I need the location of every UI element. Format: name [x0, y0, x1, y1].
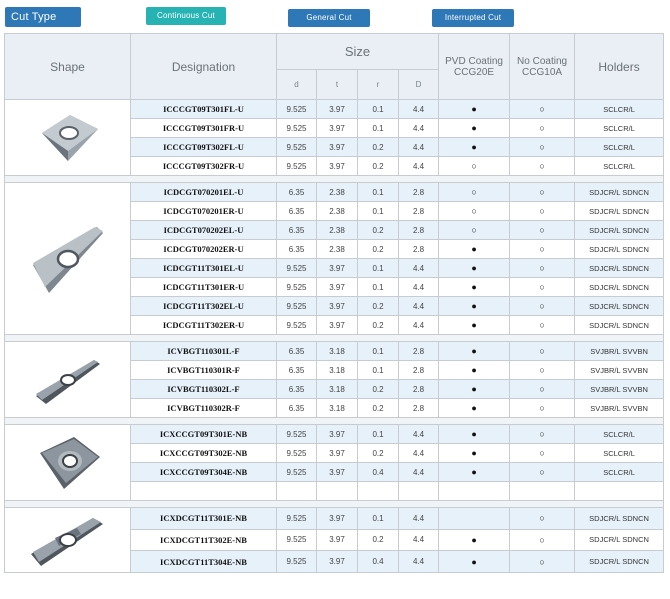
designation-cell: ICVBGT110302R-F	[131, 399, 277, 418]
t-cell: 3.18	[317, 380, 358, 399]
d-cell: 9.525	[277, 138, 317, 157]
holders-cell: SVJBR/L SVVBN	[575, 399, 664, 418]
no-coating-cell: ○	[510, 316, 575, 335]
bore-d-cell: 4.4	[399, 551, 439, 573]
no-coating-cell: ○	[510, 529, 575, 551]
t-cell: 3.97	[317, 551, 358, 573]
shape-cell	[5, 342, 131, 418]
d-cell: 9.525	[277, 157, 317, 176]
t-cell: 3.97	[317, 508, 358, 530]
pvd-coating-cell: ●	[439, 119, 510, 138]
holders-cell: SDJCR/L SDNCN	[575, 202, 664, 221]
xdcgt-insert-icon	[5, 508, 130, 572]
designation-cell: ICDCGT070201ER-U	[131, 202, 277, 221]
r-cell: 0.2	[358, 138, 399, 157]
pvd-coating-cell: ●	[439, 529, 510, 551]
r-cell: 0.2	[358, 221, 399, 240]
shape-cell	[5, 508, 131, 573]
designation-cell: ICXDCGT11T304E-NB	[131, 551, 277, 573]
r-header: r	[358, 70, 399, 100]
d-cell	[277, 482, 317, 501]
pvd-coating-cell	[439, 482, 510, 501]
d-cell: 6.35	[277, 361, 317, 380]
xccgt-insert-icon	[5, 431, 130, 495]
r-cell: 0.1	[358, 259, 399, 278]
t-cell: 3.97	[317, 425, 358, 444]
designation-cell: ICCCGT09T301FR-U	[131, 119, 277, 138]
t-header: t	[317, 70, 358, 100]
pvd-coating-cell: ●	[439, 463, 510, 482]
pvd-coating-cell: ●	[439, 100, 510, 119]
t-cell: 3.97	[317, 316, 358, 335]
t-cell: 3.18	[317, 361, 358, 380]
bore-d-cell: 4.4	[399, 119, 439, 138]
r-cell: 0.1	[358, 278, 399, 297]
t-cell	[317, 482, 358, 501]
d-cell: 6.35	[277, 342, 317, 361]
t-cell: 3.97	[317, 278, 358, 297]
no-coating-cell: ○	[510, 361, 575, 380]
no-coating-cell: ○	[510, 399, 575, 418]
bore-d-cell: 4.4	[399, 508, 439, 530]
shape-cell	[5, 425, 131, 501]
r-cell: 0.2	[358, 297, 399, 316]
insert-spec-table	[4, 33, 664, 573]
no-coating-cell: ○	[510, 138, 575, 157]
holders-cell: SCLCR/L	[575, 463, 664, 482]
t-cell: 3.97	[317, 259, 358, 278]
bore-d-cell: 2.8	[399, 399, 439, 418]
r-cell: 0.1	[358, 100, 399, 119]
d-cell: 9.525	[277, 508, 317, 530]
no-coating-header	[510, 34, 575, 100]
group-separator-cell	[5, 335, 664, 342]
pvd-grade-label: CCG20E	[454, 66, 495, 78]
pvd-coating-label: PVD Coating	[445, 55, 503, 67]
group-separator	[5, 501, 664, 508]
interrupted-cut-tab[interactable]: Interrupted Cut	[432, 9, 514, 27]
bore-d-cell: 4.4	[399, 278, 439, 297]
pvd-coating-cell	[439, 508, 510, 530]
t-cell: 3.97	[317, 157, 358, 176]
bore-d-cell: 2.8	[399, 240, 439, 259]
r-cell: 0.2	[358, 316, 399, 335]
bore-d-cell: 4.4	[399, 425, 439, 444]
no-coating-grade-label: CCG10A	[522, 66, 563, 78]
r-cell: 0.2	[358, 157, 399, 176]
pvd-coating-cell: ○	[439, 221, 510, 240]
no-coating-cell: ○	[510, 444, 575, 463]
designation-cell	[131, 482, 277, 501]
table-row	[5, 508, 664, 530]
d-cell: 6.35	[277, 202, 317, 221]
holders-cell: SCLCR/L	[575, 138, 664, 157]
designation-cell: ICDCGT11T302ER-U	[131, 316, 277, 335]
d-cell: 6.35	[277, 221, 317, 240]
designation-cell: ICDCGT11T301EL-U	[131, 259, 277, 278]
shape-cell	[5, 100, 131, 176]
t-cell: 3.97	[317, 119, 358, 138]
d-cell: 9.525	[277, 100, 317, 119]
no-coating-cell: ○	[510, 100, 575, 119]
dcgt-insert-icon	[5, 219, 130, 299]
designation-cell: ICXCCGT09T304E-NB	[131, 463, 277, 482]
t-cell: 2.38	[317, 240, 358, 259]
pvd-coating-cell: ○	[439, 183, 510, 202]
d-cell: 9.525	[277, 278, 317, 297]
holders-cell: SDJCR/L SDNCN	[575, 278, 664, 297]
no-coating-cell: ○	[510, 157, 575, 176]
shape-cell	[5, 183, 131, 335]
r-cell: 0.1	[358, 508, 399, 530]
continuous-cut-tab[interactable]: Continuous Cut	[146, 7, 226, 25]
r-cell: 0.4	[358, 551, 399, 573]
pvd-coating-cell: ●	[439, 297, 510, 316]
t-cell: 3.97	[317, 297, 358, 316]
size-header: Size	[277, 34, 439, 70]
no-coating-cell: ○	[510, 508, 575, 530]
holders-cell: SDJCR/L SDNCN	[575, 529, 664, 551]
d-cell: 9.525	[277, 259, 317, 278]
r-cell: 0.1	[358, 342, 399, 361]
holders-cell: SVJBR/L SVVBN	[575, 361, 664, 380]
no-coating-cell: ○	[510, 183, 575, 202]
designation-cell: ICCCGT09T302FR-U	[131, 157, 277, 176]
group-separator	[5, 418, 664, 425]
holders-cell: SDJCR/L SDNCN	[575, 221, 664, 240]
bore-d-cell: 4.4	[399, 157, 439, 176]
pvd-coating-cell: ●	[439, 342, 510, 361]
pvd-coating-cell: ●	[439, 551, 510, 573]
group-separator-cell	[5, 418, 664, 425]
t-cell: 2.38	[317, 183, 358, 202]
d-cell: 6.35	[277, 183, 317, 202]
holders-cell: SDJCR/L SDNCN	[575, 183, 664, 202]
designation-cell: ICDCGT070202ER-U	[131, 240, 277, 259]
pvd-coating-cell: ●	[439, 361, 510, 380]
t-cell: 2.38	[317, 221, 358, 240]
no-coating-cell: ○	[510, 119, 575, 138]
bore-d-cell: 4.4	[399, 463, 439, 482]
table-row	[5, 342, 664, 361]
designation-cell: ICDCGT070202EL-U	[131, 221, 277, 240]
bore-d-cell: 2.8	[399, 361, 439, 380]
d-cell: 6.35	[277, 380, 317, 399]
no-coating-cell: ○	[510, 380, 575, 399]
r-cell: 0.2	[358, 240, 399, 259]
holders-cell: SCLCR/L	[575, 100, 664, 119]
t-cell: 3.97	[317, 529, 358, 551]
r-cell: 0.2	[358, 380, 399, 399]
designation-cell: ICDCGT11T302EL-U	[131, 297, 277, 316]
bore-d-cell: 4.4	[399, 138, 439, 157]
d-cell: 9.525	[277, 463, 317, 482]
holders-cell: SDJCR/L SDNCN	[575, 297, 664, 316]
r-cell: 0.1	[358, 183, 399, 202]
bore-d-cell: 2.8	[399, 342, 439, 361]
designation-cell: ICCCGT09T301FL-U	[131, 100, 277, 119]
ccgt-insert-icon	[5, 105, 130, 171]
bore-d-cell: 4.4	[399, 100, 439, 119]
bore-d-cell: 2.8	[399, 202, 439, 221]
no-coating-cell: ○	[510, 551, 575, 573]
t-cell: 3.18	[317, 399, 358, 418]
group-separator-cell	[5, 176, 664, 183]
designation-cell: ICXCCGT09T302E-NB	[131, 444, 277, 463]
no-coating-cell: ○	[510, 240, 575, 259]
bore-d-cell: 4.4	[399, 316, 439, 335]
bore-d-cell: 4.4	[399, 444, 439, 463]
general-cut-tab[interactable]: General Cut	[288, 9, 370, 27]
holders-cell: SCLCR/L	[575, 157, 664, 176]
r-cell: 0.1	[358, 361, 399, 380]
group-separator	[5, 176, 664, 183]
bore-d-cell: 4.4	[399, 259, 439, 278]
holders-cell: SDJCR/L SDNCN	[575, 259, 664, 278]
bore-d-cell: 2.8	[399, 183, 439, 202]
designation-cell: ICVBGT110302L-F	[131, 380, 277, 399]
designation-cell: ICDCGT070201EL-U	[131, 183, 277, 202]
pvd-coating-cell: ●	[439, 425, 510, 444]
no-coating-cell: ○	[510, 221, 575, 240]
pvd-coating-cell: ●	[439, 444, 510, 463]
designation-header: Designation	[131, 34, 277, 100]
bore-d-cell: 2.8	[399, 380, 439, 399]
no-coating-cell: ○	[510, 202, 575, 221]
table-row	[5, 183, 664, 202]
t-cell: 3.97	[317, 138, 358, 157]
no-coating-cell: ○	[510, 463, 575, 482]
t-cell: 3.97	[317, 463, 358, 482]
d-cell: 9.525	[277, 316, 317, 335]
no-coating-cell	[510, 482, 575, 501]
pvd-coating-cell: ●	[439, 380, 510, 399]
no-coating-cell: ○	[510, 278, 575, 297]
designation-cell: ICXCCGT09T301E-NB	[131, 425, 277, 444]
group-separator	[5, 335, 664, 342]
holders-header: Holders	[575, 34, 664, 100]
pvd-coating-cell: ●	[439, 259, 510, 278]
pvd-coating-cell: ●	[439, 399, 510, 418]
pvd-coating-cell: ●	[439, 138, 510, 157]
r-cell: 0.1	[358, 119, 399, 138]
holders-cell: SVJBR/L SVVBN	[575, 342, 664, 361]
designation-cell: ICDCGT11T301ER-U	[131, 278, 277, 297]
designation-cell: ICXDCGT11T302E-NB	[131, 529, 277, 551]
r-cell: 0.2	[358, 444, 399, 463]
pvd-coating-cell: ○	[439, 202, 510, 221]
holders-cell: SVJBR/L SVVBN	[575, 380, 664, 399]
d-cell: 9.525	[277, 529, 317, 551]
holders-cell	[575, 482, 664, 501]
no-coating-cell: ○	[510, 259, 575, 278]
no-coating-label: No Coating	[517, 55, 568, 67]
r-cell: 0.2	[358, 529, 399, 551]
t-cell: 3.18	[317, 342, 358, 361]
d-cell: 6.35	[277, 240, 317, 259]
vbgt-insert-icon	[5, 352, 130, 408]
pvd-coating-header	[439, 34, 510, 100]
bore-d-cell: 2.8	[399, 221, 439, 240]
shape-header: Shape	[5, 34, 131, 100]
holders-cell: SDJCR/L SDNCN	[575, 316, 664, 335]
d-header: d	[277, 70, 317, 100]
r-cell	[358, 482, 399, 501]
cut-type-legend-bar	[0, 0, 670, 33]
d-cell: 9.525	[277, 444, 317, 463]
no-coating-cell: ○	[510, 425, 575, 444]
pvd-coating-cell: ●	[439, 278, 510, 297]
r-cell: 0.4	[358, 463, 399, 482]
r-cell: 0.1	[358, 425, 399, 444]
t-cell: 3.97	[317, 100, 358, 119]
designation-cell: ICCCGT09T302FL-U	[131, 138, 277, 157]
no-coating-cell: ○	[510, 297, 575, 316]
pvd-coating-cell: ●	[439, 240, 510, 259]
d-cell: 9.525	[277, 425, 317, 444]
table-row	[5, 100, 664, 119]
d-cell: 6.35	[277, 399, 317, 418]
r-cell: 0.1	[358, 202, 399, 221]
d-cell: 9.525	[277, 297, 317, 316]
t-cell: 3.97	[317, 444, 358, 463]
bore-d-header: D	[399, 70, 439, 100]
cut-type-label: Cut Type	[5, 7, 81, 27]
holders-cell: SCLCR/L	[575, 425, 664, 444]
bore-d-cell: 4.4	[399, 297, 439, 316]
no-coating-cell: ○	[510, 342, 575, 361]
d-cell: 9.525	[277, 119, 317, 138]
holders-cell: SDJCR/L SDNCN	[575, 240, 664, 259]
designation-cell: ICXDCGT11T301E-NB	[131, 508, 277, 530]
bore-d-cell	[399, 482, 439, 501]
d-cell: 9.525	[277, 551, 317, 573]
holders-cell: SDJCR/L SDNCN	[575, 551, 664, 573]
bore-d-cell: 4.4	[399, 529, 439, 551]
group-separator-cell	[5, 501, 664, 508]
holders-cell: SDJCR/L SDNCN	[575, 508, 664, 530]
designation-cell: ICVBGT110301L-F	[131, 342, 277, 361]
designation-cell: ICVBGT110301R-F	[131, 361, 277, 380]
holders-cell: SCLCR/L	[575, 444, 664, 463]
table-row	[5, 425, 664, 444]
r-cell: 0.2	[358, 399, 399, 418]
t-cell: 2.38	[317, 202, 358, 221]
pvd-coating-cell: ○	[439, 157, 510, 176]
pvd-coating-cell: ●	[439, 316, 510, 335]
holders-cell: SCLCR/L	[575, 119, 664, 138]
